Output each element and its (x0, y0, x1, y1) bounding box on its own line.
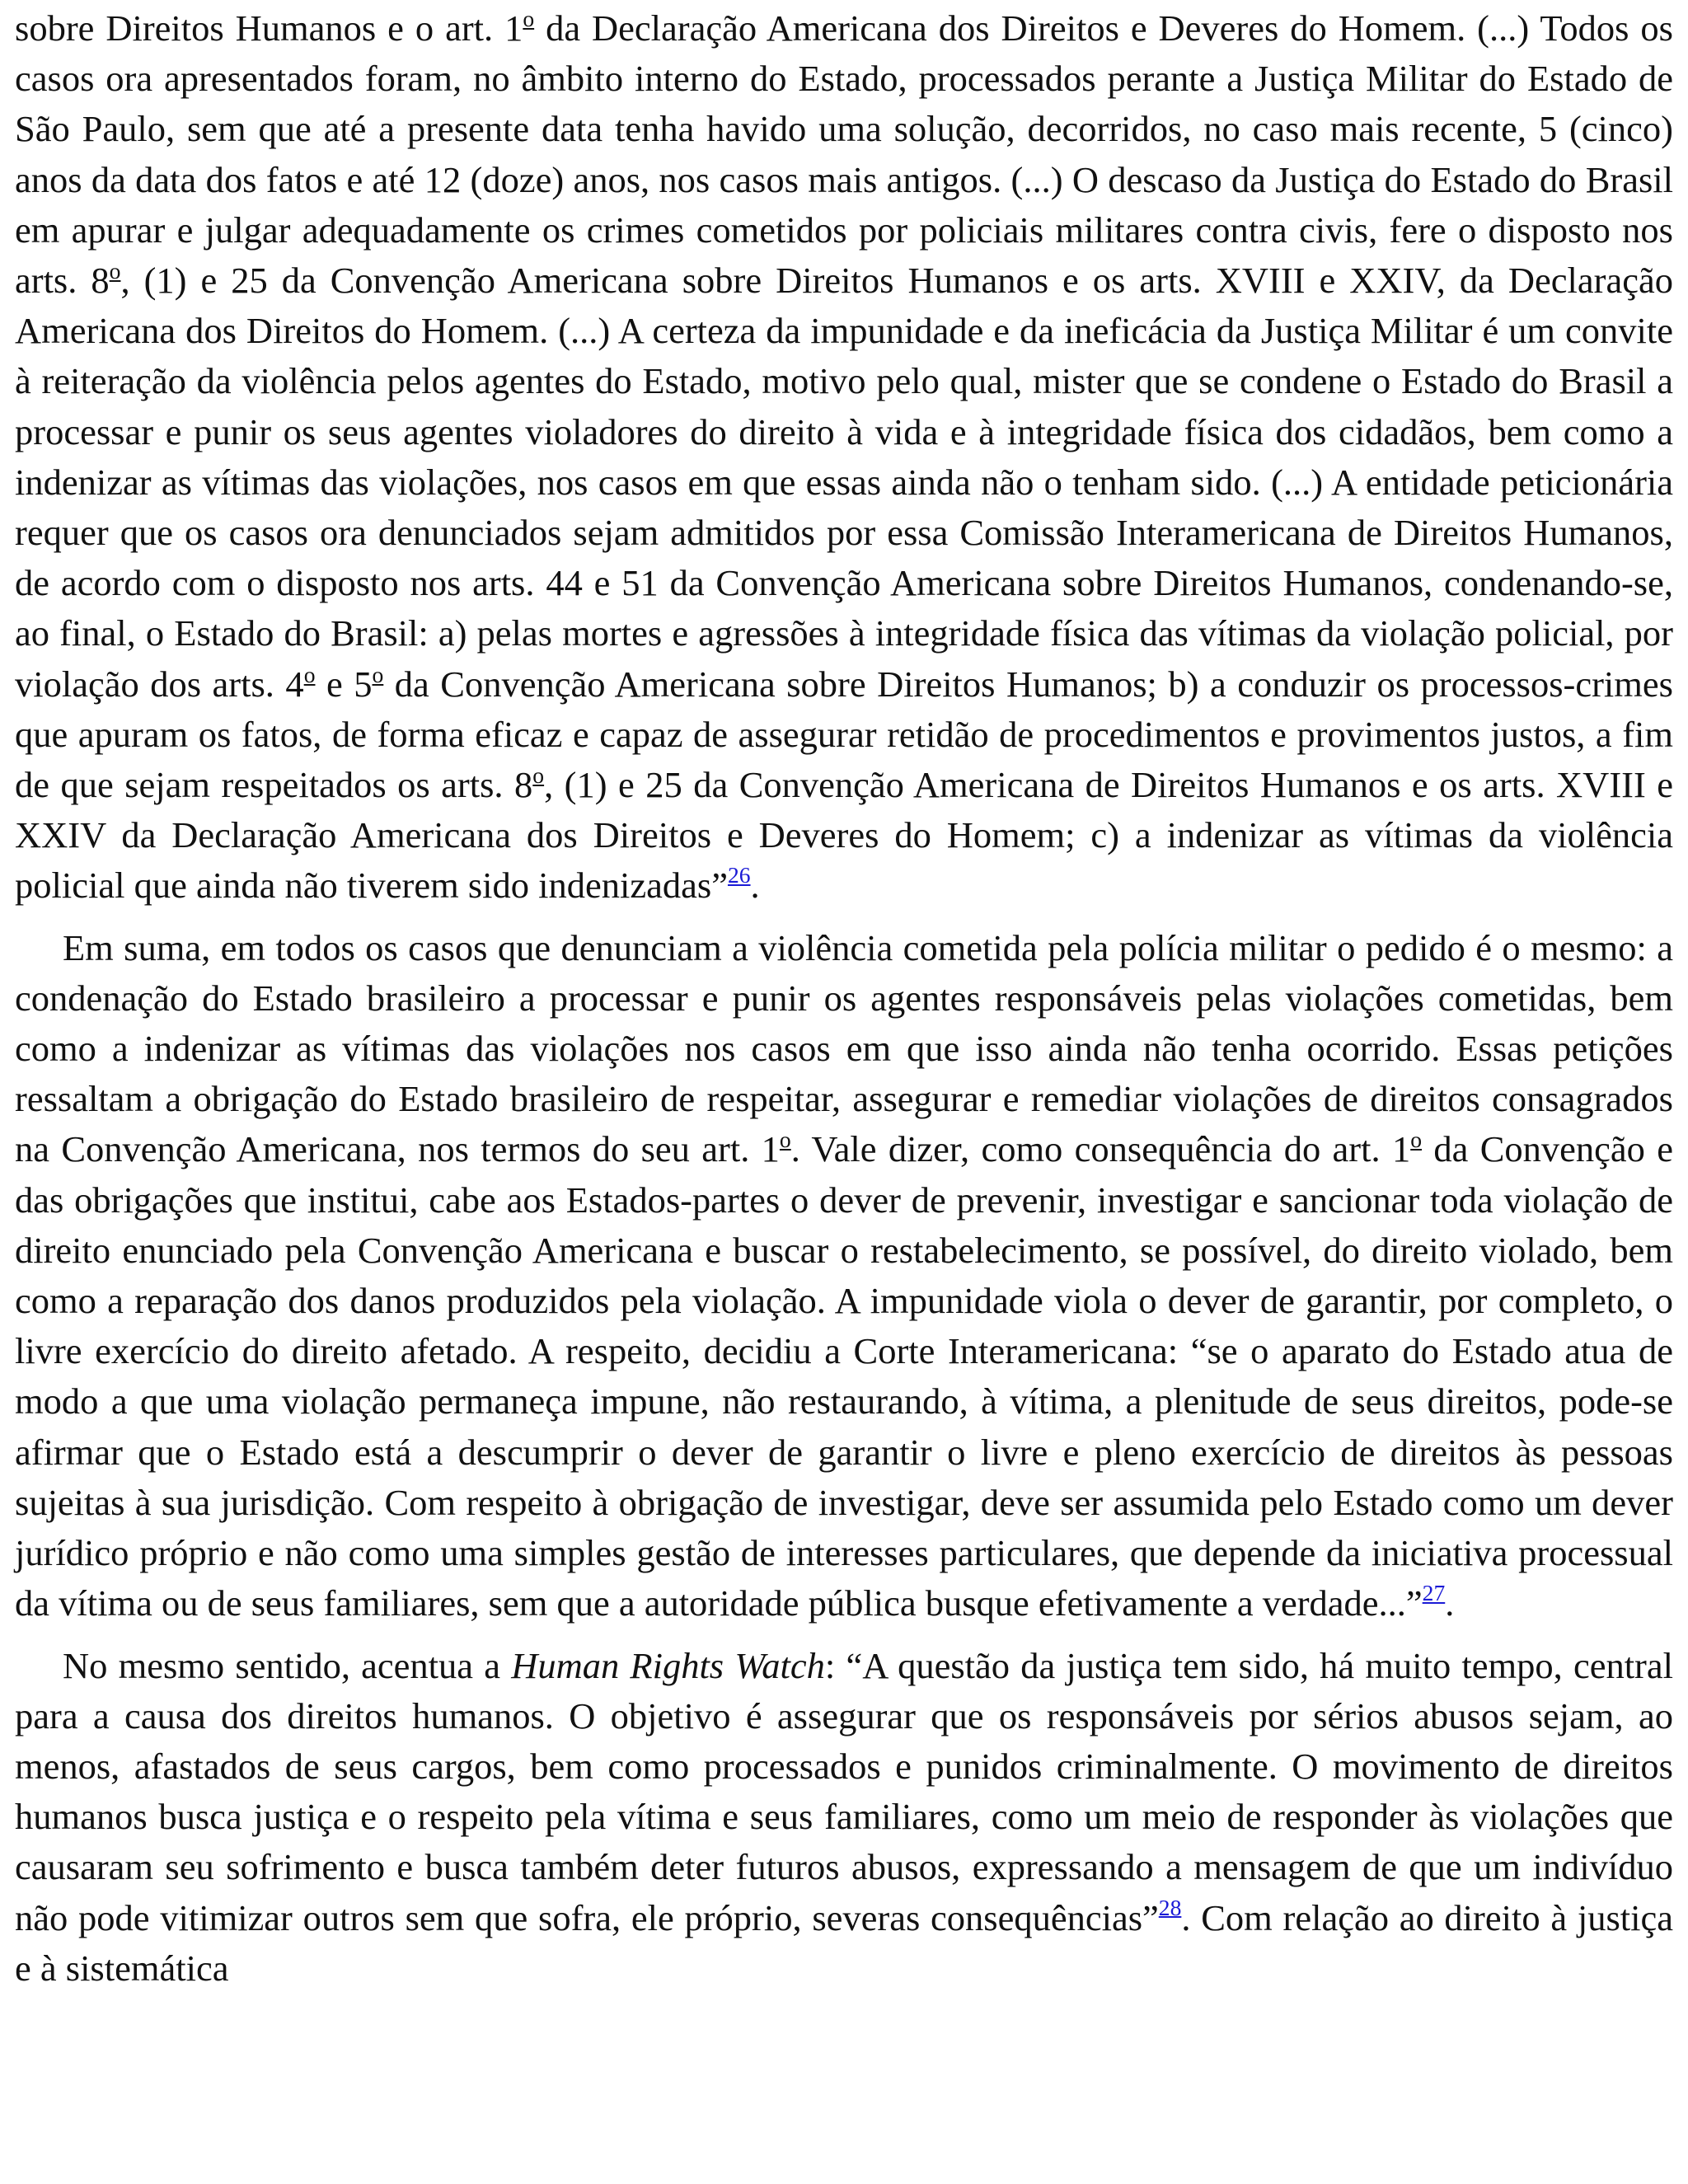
ordinal-indicator: o (109, 257, 121, 284)
text-segment: da Convenção Americana sobre Direitos Humanos; b) a conduzir os processos-crimes que apuram os fatos, de forma eficaz e capaz de assegurar retidão de procedimentos e provimentos justos, a fim de que sejam respeitados os arts. 8 (15, 663, 1673, 806)
text-segment: No mesmo sentido, acentua a (63, 1644, 512, 1686)
ordinal-indicator: o (372, 661, 384, 687)
ordinal-indicator: o (303, 661, 316, 687)
paragraph (15, 923, 1673, 1629)
text-segment: . Vale dizer, como consequência do art. 1 (790, 1128, 1411, 1170)
text-segment: Em suma, em todos os casos que denunciam a violência cometida pela polícia militar o pedido é o mesmo: a condenação do Estado brasileiro a processar e punir os agentes responsáveis pelas violações cometidas, bem como a indenizar as vítimas das violações nos casos em que isso ainda não tenha ocorrido. Essas petições ressaltam a obrigação do Estado brasileiro de respeitar, assegurar e remediar violações de direitos consagrados na Convenção Americana, nos termos do seu art. 1 (15, 926, 1673, 1170)
paragraph (15, 1641, 1673, 1994)
ordinal-indicator: o (779, 1127, 791, 1153)
text-segment: e 5 (315, 663, 373, 705)
text-segment: . Com relação ao direito à justiça e à sistemática (15, 1896, 1673, 1989)
paragraph (15, 3, 1673, 912)
text-segment: da Convenção e das obrigações que institui, cabe aos Estados-partes o dever de prevenir, investigar e sancionar toda violação de direito enunciado pela Convenção Americana e buscar o restabelecimento, se possível, do direito violado, bem como a reparação dos danos produzidos pela violação. A impunidade viola o dever de garantir, por completo, o livre exercício do direito afetado. A respeito, decidiu a Corte Interamericana: “se o aparato do Estado atua de modo a que uma violação permaneça impune, não restaurando, à vítima, a plenitude de seus direitos, pode-se afirmar que o Estado está a descumprir o dever de garantir o livre e pleno exercício de direitos às pessoas sujeitas à sua jurisdição. Com respeito à obrigação de investigar, deve ser assumida pelo Estado como um dever jurídico próprio e não como uma simples gestão de interesses particulares, que depende da iniciativa processual da vítima ou de seus familiares, sem que a autoridade pública busque efetivamente a verdade...” (15, 1128, 1674, 1624)
footnote-link[interactable]: 26 (727, 862, 751, 888)
body-text (15, 3, 1673, 1994)
text-segment: sobre Direitos Humanos e o art. 1 (15, 7, 523, 49)
text-segment: da Declaração Americana dos Direitos e Deveres do Homem. (...) Todos os casos ora apresentados foram, no âmbito interno do Estado, processados perante a Justiça Militar do Estado de São Paulo, sem que até a presente data tenha havido uma solução, decorridos, no caso mais recente, 5 (cinco) anos da data dos fatos e até 12 (doze) anos, nos casos mais antigos. (...) O descaso da Justiça do Estado do Brasil em apurar e julgar adequadamente os crimes cometidos por policiais militares contra civis, fere o disposto nos arts. 8 (15, 7, 1673, 302)
ordinal-indicator: o (532, 762, 545, 788)
ordinal-indicator: o (1410, 1127, 1423, 1153)
footnote-link[interactable]: 27 (1422, 1580, 1446, 1606)
text-segment: . (750, 865, 760, 907)
footnote-link[interactable]: 28 (1158, 1894, 1182, 1920)
italic-text: Human Rights Watch (511, 1644, 825, 1686)
text-segment: : “A questão da justiça tem sido, há muito tempo, central para a causa dos direitos humanos. O objetivo é assegurar que os responsáveis por sérios abusos sejam, ao menos, afastados de seus cargos, bem como processados e punidos criminalmente. O movimento de direitos humanos busca justiça e o respeito pela vítima e seus familiares, como um meio de responder às violações que causaram seu sofrimento e busca também deter futuros abusos, expressando a mensagem de que um indivíduo não pode vitimizar outros sem que sofra, ele próprio, severas consequências” (15, 1644, 1673, 1938)
text-segment: , (1) e 25 da Convenção Americana de Direitos Humanos e os arts. XVIII e XXIV da Declaração Americana dos Direitos e Deveres do Homem; c) a indenizar as vítimas da violência policial que ainda não tiverem sido indenizadas” (15, 764, 1673, 907)
ordinal-indicator: o (523, 5, 535, 31)
text-segment: . (1445, 1582, 1455, 1624)
text-segment: , (1) e 25 da Convenção Americana sobre Direitos Humanos e os arts. XVIII e XXIV, da Declaração Americana dos Direitos do Homem. (...) A certeza da impunidade e da ineficácia da Justiça Militar é um convite à reiteração da violência pelos agentes do Estado, motivo pelo qual, mister que se condene o Estado do Brasil a processar e punir os seus agentes violadores do direito à vida e à integridade física dos cidadãos, bem como a indenizar as vítimas das violações, nos casos em que essas ainda não o tenham sido. (...) A entidade peticionária requer que os casos ora denunciados sejam admitidos por essa Comissão Interamericana de Direitos Humanos, de acordo com o disposto nos arts. 44 e 51 da Convenção Americana sobre Direitos Humanos, condenando-se, ao final, o Estado do Brasil: a) pelas mortes e agressões à integridade física das vítimas da violação policial, por violação dos arts. 4 (15, 260, 1673, 705)
